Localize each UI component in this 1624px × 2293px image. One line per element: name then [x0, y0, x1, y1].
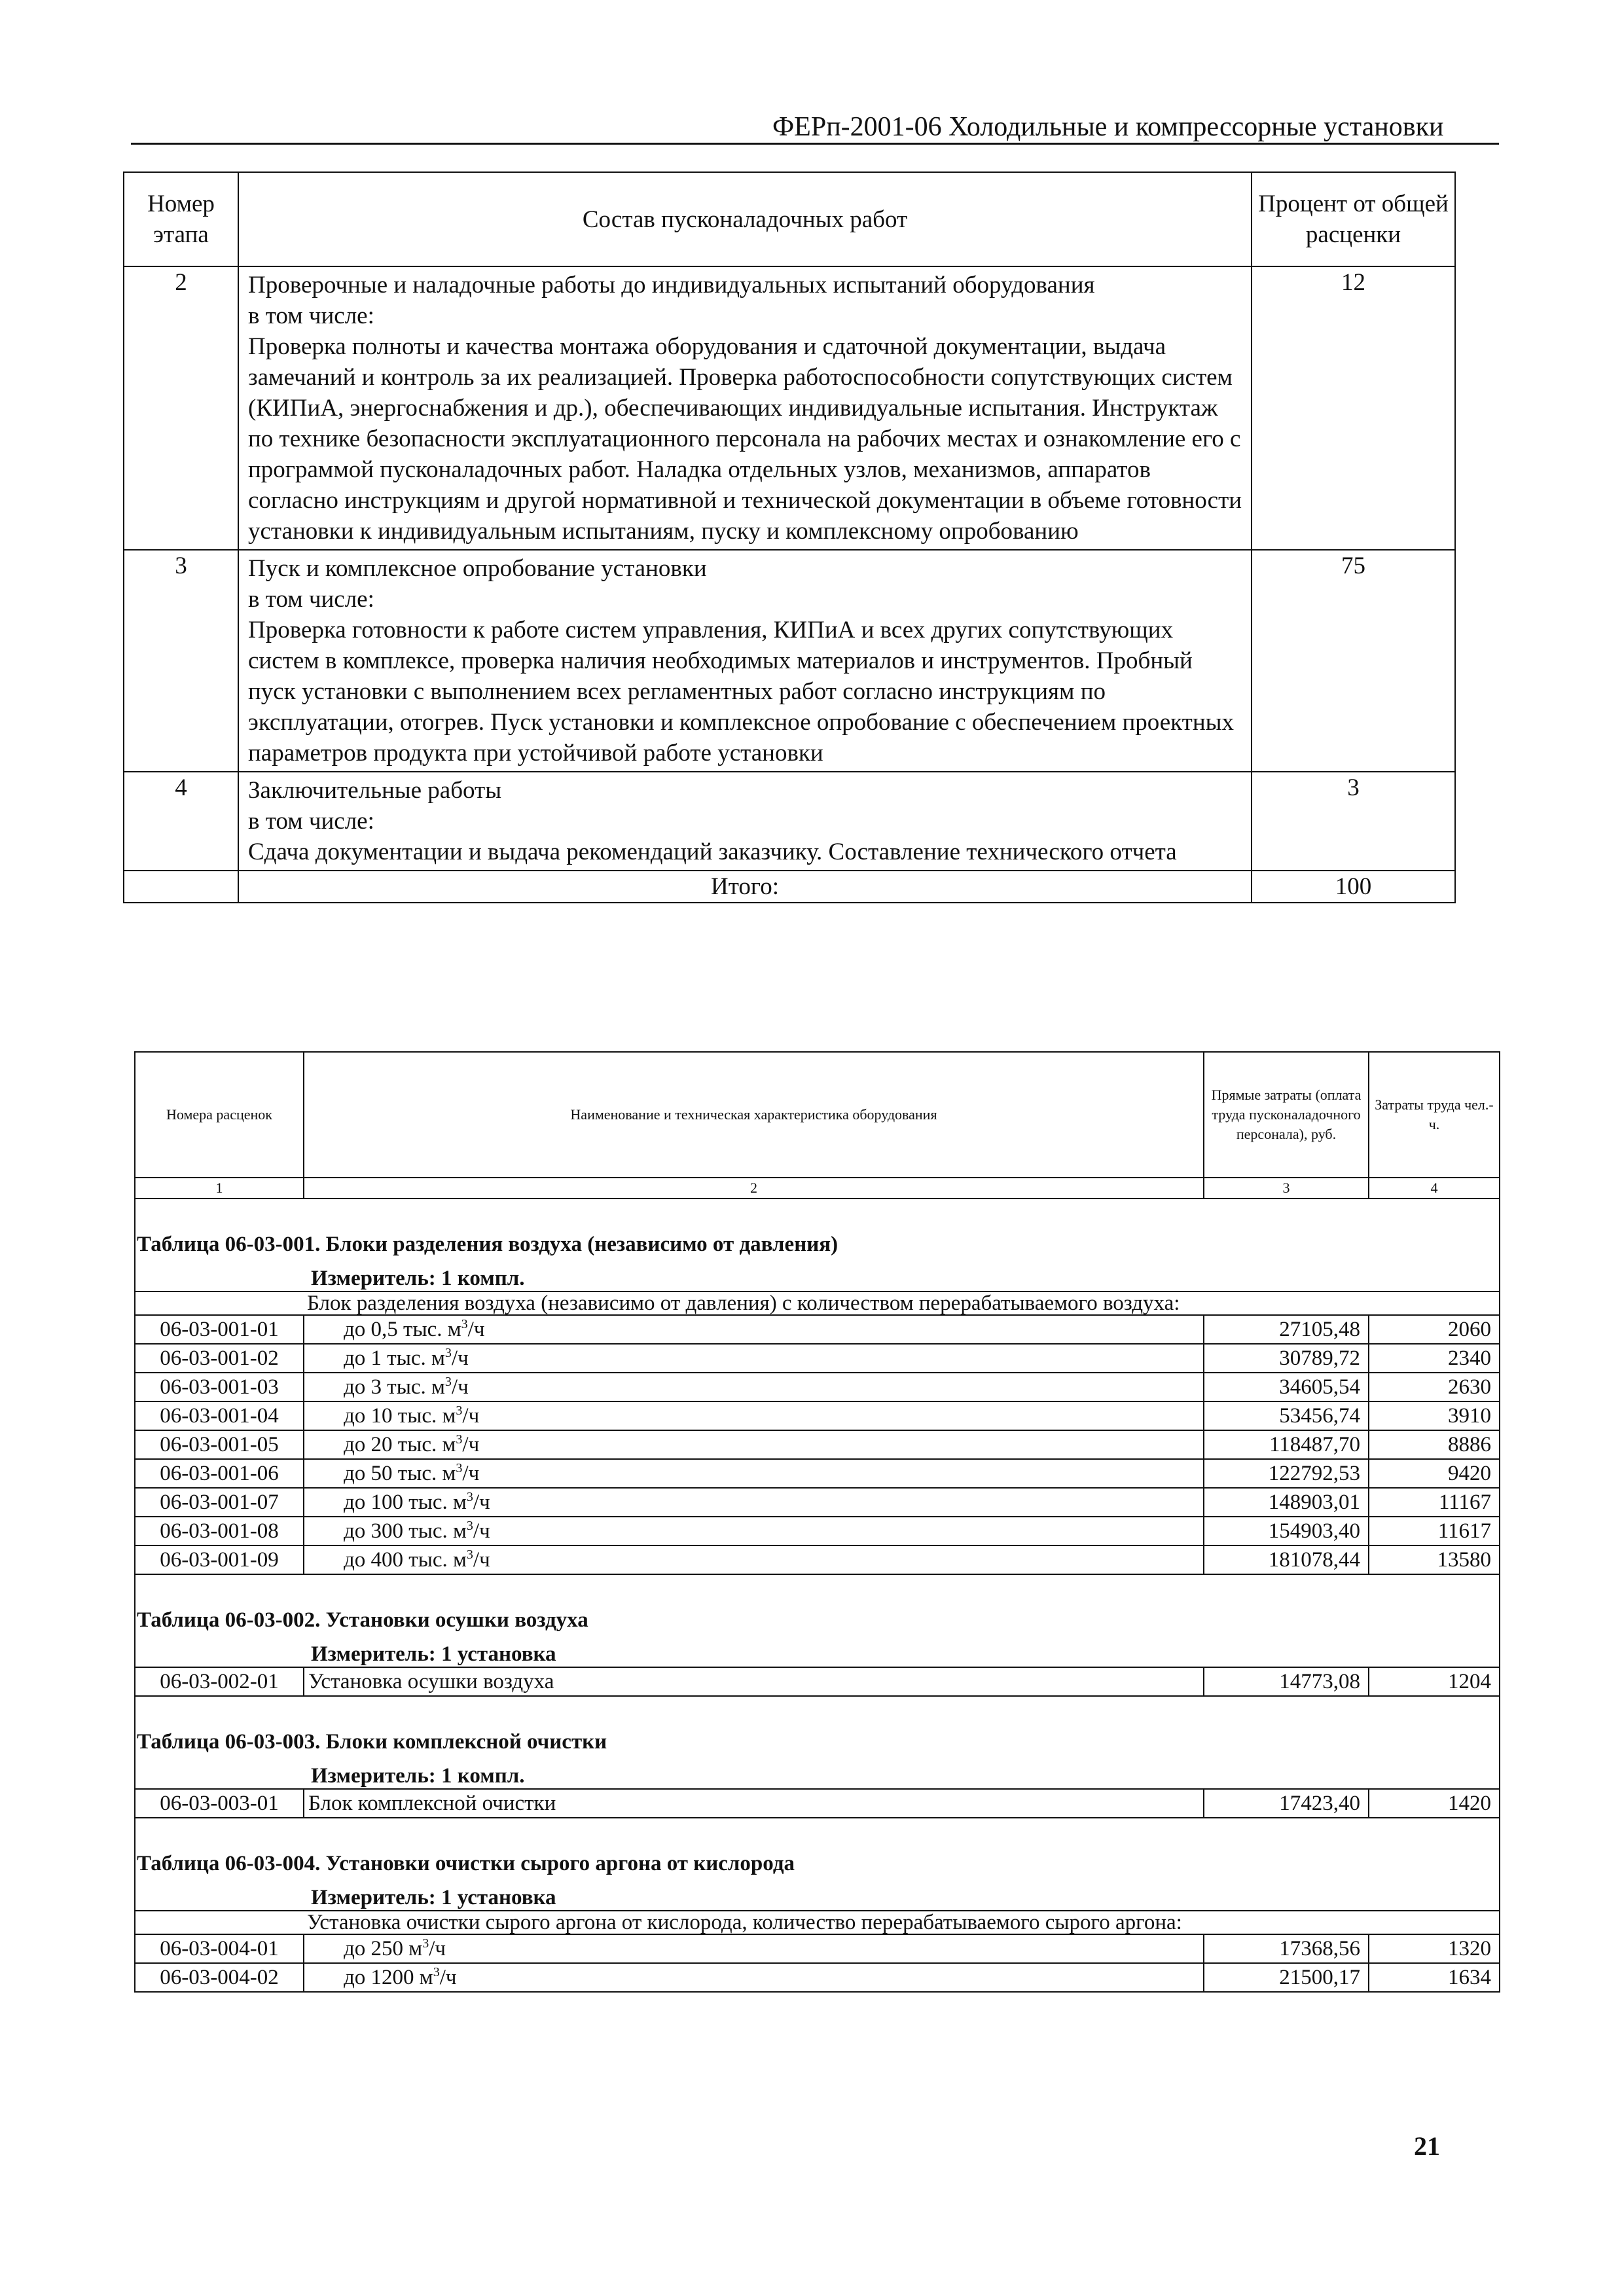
rate-labor: 8886: [1369, 1430, 1500, 1459]
unit-exponent: 3: [456, 1403, 463, 1418]
section-measure: Измеритель: 1 компл.: [135, 1754, 1500, 1789]
unit-exponent: 3: [444, 1346, 452, 1360]
rate-name: [304, 1488, 1204, 1517]
rate-cost: 34605,54: [1204, 1373, 1369, 1401]
stage-description: [238, 772, 1252, 871]
stage-title: Пуск и комплексное опробование установки: [248, 555, 707, 582]
stage-row: [124, 772, 1455, 871]
rate-cost: 118487,70: [1204, 1430, 1369, 1459]
section-measure: Измеритель: 1 установка: [135, 1633, 1500, 1667]
rates-header-row: [135, 1052, 1500, 1178]
stages-table: [123, 172, 1456, 903]
rate-cost: 30789,72: [1204, 1344, 1369, 1373]
rate-cost-header: Прямые затраты (оплата труда пусконаладочного персонала), руб.: [1204, 1052, 1369, 1178]
column-number: 2: [304, 1178, 1204, 1199]
rate-code: 06-03-004-01: [135, 1934, 304, 1963]
rate-code: 06-03-001-05: [135, 1430, 304, 1459]
rate-name-text: Установка осушки воздуха: [308, 1670, 554, 1693]
unit-suffix: /ч: [462, 1462, 480, 1485]
rate-name: [304, 1545, 1204, 1574]
unit-suffix: /ч: [473, 1490, 490, 1514]
rate-name-text: до 100 тыс. м: [344, 1490, 467, 1514]
rate-labor: 11167: [1369, 1488, 1500, 1517]
rate-labor: 2060: [1369, 1315, 1500, 1344]
stages-total-row: [124, 871, 1455, 903]
rate-labor: 2340: [1369, 1344, 1500, 1373]
unit-exponent: 3: [456, 1461, 463, 1475]
rate-row: [135, 1430, 1500, 1459]
rate-name-text: Блок комплексной очистки: [308, 1792, 556, 1815]
unit-suffix: /ч: [473, 1548, 490, 1572]
rate-code: 06-03-001-01: [135, 1315, 304, 1344]
unit-suffix: /ч: [467, 1318, 485, 1341]
section-title-row: [135, 1696, 1500, 1754]
rate-name-text: до 300 тыс. м: [344, 1519, 467, 1543]
total-empty-cell: [124, 871, 238, 903]
rate-labor: 1204: [1369, 1667, 1500, 1696]
rate-labor: 13580: [1369, 1545, 1500, 1574]
rate-row: [135, 1517, 1500, 1545]
stage-body: Сдача документации и выдача рекомендаций заказчику. Составление технического отчета: [248, 839, 1177, 865]
column-number: 3: [1204, 1178, 1369, 1199]
stage-percent: 75: [1252, 550, 1455, 772]
unit-exponent: 3: [456, 1432, 463, 1447]
stage-body: Проверка полноты и качества монтажа оборудования и сдаточной документации, выдача замечаний и контроль за их реализацией. Проверка работоспособности сопутствующих систем (КИПиА, энергоснабжения и др.), обеспечивающих индивидуальные испытания. Инструктаж по технике безопасности эксплуатационного персонала на рабочих местах и ознакомление его с программой пусконаладочных работ. Наладка отдельных узлов, механизмов, аппаратов согласно инструкциям и другой нормативной и технической документации в объеме готовности установки к индивидуальным испытаниям, пуску и комплексному опробованию: [248, 333, 1242, 545]
rate-labor: 3910: [1369, 1401, 1500, 1430]
running-header: ФЕРп-2001-06 Холодильные и компрессорные установки: [772, 112, 1444, 142]
unit-exponent: 3: [466, 1519, 473, 1533]
page-number: 21: [1414, 2131, 1440, 2161]
rate-cost: 122792,53: [1204, 1459, 1369, 1488]
stage-content-header: Состав пусконаладочных работ: [238, 172, 1252, 266]
header-rule: [131, 143, 1499, 145]
section-measure-row: [135, 1633, 1500, 1667]
section-subheading: Блок разделения воздуха (независимо от давления) с количеством перерабатываемого воздуха:: [135, 1291, 1500, 1315]
rate-code: 06-03-004-02: [135, 1963, 304, 1992]
rate-name-text: до 1200 м: [344, 1966, 433, 1989]
rate-name-text: до 20 тыс. м: [344, 1433, 456, 1456]
section-measure: Измеритель: 1 компл.: [135, 1257, 1500, 1291]
rate-code: 06-03-001-08: [135, 1517, 304, 1545]
stage-subtitle: в том числе:: [248, 586, 374, 613]
rate-name: [304, 1667, 1204, 1696]
rate-row: [135, 1667, 1500, 1696]
rate-code: 06-03-001-04: [135, 1401, 304, 1430]
stage-title: Проверочные и наладочные работы до индивидуальных испытаний оборудования: [248, 272, 1095, 298]
rate-name-header: Наименование и техническая характеристика оборудования: [304, 1052, 1204, 1178]
rate-row: [135, 1488, 1500, 1517]
unit-exponent: 3: [461, 1317, 468, 1331]
unit-suffix: /ч: [451, 1375, 469, 1399]
rate-labor: 1420: [1369, 1789, 1500, 1818]
rate-name-text: до 1 тыс. м: [344, 1346, 445, 1370]
stage-title: Заключительные работы: [248, 777, 502, 804]
rate-row: [135, 1401, 1500, 1430]
rate-cost: 17368,56: [1204, 1934, 1369, 1963]
rate-row: [135, 1459, 1500, 1488]
rate-row: [135, 1315, 1500, 1344]
section-subheading: Установка очистки сырого аргона от кислорода, количество перерабатываемого сырого аргона:: [135, 1911, 1500, 1934]
rates-table: [134, 1051, 1500, 1993]
rate-code: 06-03-002-01: [135, 1667, 304, 1696]
unit-suffix: /ч: [429, 1937, 446, 1960]
section-subheading-row: [135, 1911, 1500, 1934]
section-title-row: [135, 1818, 1500, 1876]
rate-row: [135, 1545, 1500, 1574]
rate-code: 06-03-001-09: [135, 1545, 304, 1574]
stage-number: 3: [124, 550, 238, 772]
stage-subtitle: в том числе:: [248, 302, 374, 329]
rate-code-header: Номера расценок: [135, 1052, 304, 1178]
rate-name: [304, 1315, 1204, 1344]
stage-percent-header: Процент от общей расценки: [1252, 172, 1455, 266]
rate-labor: 9420: [1369, 1459, 1500, 1488]
rate-row: [135, 1934, 1500, 1963]
rate-cost: 148903,01: [1204, 1488, 1369, 1517]
rate-name-text: до 50 тыс. м: [344, 1462, 456, 1485]
rate-cost: 181078,44: [1204, 1545, 1369, 1574]
rate-labor: 2630: [1369, 1373, 1500, 1401]
stage-description: [238, 266, 1252, 550]
unit-suffix: /ч: [462, 1404, 480, 1428]
unit-exponent: 3: [466, 1547, 473, 1562]
stage-percent: 12: [1252, 266, 1455, 550]
section-title: Таблица 06-03-004. Установки очистки сырого аргона от кислорода: [135, 1818, 1500, 1876]
unit-suffix: /ч: [473, 1519, 490, 1543]
rate-labor-header: Затраты труда чел.-ч.: [1369, 1052, 1500, 1178]
unit-suffix: /ч: [451, 1346, 469, 1370]
section-title: Таблица 06-03-003. Блоки комплексной очистки: [135, 1696, 1500, 1754]
total-label: Итого:: [238, 871, 1252, 903]
total-value: 100: [1252, 871, 1455, 903]
column-number: 1: [135, 1178, 304, 1199]
section-measure-row: [135, 1754, 1500, 1789]
stage-subtitle: в том числе:: [248, 808, 374, 835]
section-title-row: [135, 1574, 1500, 1633]
stage-row: [124, 266, 1455, 550]
section-subheading-row: [135, 1291, 1500, 1315]
rate-cost: 53456,74: [1204, 1401, 1369, 1430]
section-measure: Измеритель: 1 установка: [135, 1876, 1500, 1911]
rate-name: [304, 1373, 1204, 1401]
stage-description: [238, 550, 1252, 772]
rate-name-text: до 250 м: [344, 1937, 423, 1960]
rate-cost: 17423,40: [1204, 1789, 1369, 1818]
rate-labor: 1634: [1369, 1963, 1500, 1992]
rate-row: [135, 1789, 1500, 1818]
rate-name: [304, 1344, 1204, 1373]
rate-name: [304, 1430, 1204, 1459]
rate-name: [304, 1789, 1204, 1818]
rate-name: [304, 1963, 1204, 1992]
rate-name-text: до 3 тыс. м: [344, 1375, 445, 1399]
stages-header-row: [124, 172, 1455, 266]
stage-row: [124, 550, 1455, 772]
section-title: Таблица 06-03-002. Установки осушки воздуха: [135, 1574, 1500, 1633]
rate-code: 06-03-001-02: [135, 1344, 304, 1373]
unit-exponent: 3: [444, 1375, 452, 1389]
stage-number: 4: [124, 772, 238, 871]
rate-labor: 11617: [1369, 1517, 1500, 1545]
rate-row: [135, 1963, 1500, 1992]
rate-cost: 154903,40: [1204, 1517, 1369, 1545]
rate-code: 06-03-001-06: [135, 1459, 304, 1488]
rate-name-text: до 10 тыс. м: [344, 1404, 456, 1428]
rate-name: [304, 1517, 1204, 1545]
rate-cost: 21500,17: [1204, 1963, 1369, 1992]
rate-cost: 14773,08: [1204, 1667, 1369, 1696]
rate-labor: 1320: [1369, 1934, 1500, 1963]
rate-name: [304, 1934, 1204, 1963]
column-number: 4: [1369, 1178, 1500, 1199]
stage-percent: 3: [1252, 772, 1455, 871]
column-number-row: [135, 1178, 1500, 1199]
rate-name-text: до 400 тыс. м: [344, 1548, 467, 1572]
stage-number-header: Номер этапа: [124, 172, 238, 266]
rate-code: 06-03-003-01: [135, 1789, 304, 1818]
stage-body: Проверка готовности к работе систем управления, КИПиА и всех других сопутствующих систем в комплексе, проверка наличия необходимых материалов и инструментов. Пробный пуск установки с выполнением всех регламентных работ согласно инструкциям по эксплуатации, отогрев. Пуск установки и комплексное опробование с обеспечением проектных параметров продукта при устойчивой работе установки: [248, 617, 1234, 767]
rate-name: [304, 1401, 1204, 1430]
unit-suffix: /ч: [439, 1966, 457, 1989]
unit-exponent: 3: [433, 1965, 440, 1979]
section-measure-row: [135, 1876, 1500, 1911]
rate-name-text: до 0,5 тыс. м: [344, 1318, 461, 1341]
unit-exponent: 3: [466, 1490, 473, 1504]
stage-number: 2: [124, 266, 238, 550]
section-title: Таблица 06-03-001. Блоки разделения воздуха (независимо от давления): [135, 1199, 1500, 1257]
unit-exponent: 3: [422, 1936, 429, 1951]
section-title-row: [135, 1199, 1500, 1257]
unit-suffix: /ч: [462, 1433, 480, 1456]
rate-row: [135, 1344, 1500, 1373]
rate-cost: 27105,48: [1204, 1315, 1369, 1344]
rate-code: 06-03-001-07: [135, 1488, 304, 1517]
rate-name: [304, 1459, 1204, 1488]
section-measure-row: [135, 1257, 1500, 1291]
rate-code: 06-03-001-03: [135, 1373, 304, 1401]
rate-row: [135, 1373, 1500, 1401]
